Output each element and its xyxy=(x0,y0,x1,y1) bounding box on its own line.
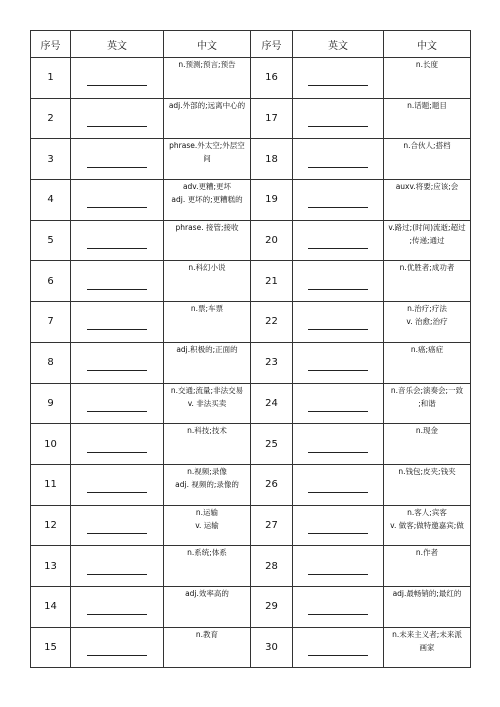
answer-blank-line[interactable] xyxy=(308,602,368,615)
english-answer-cell xyxy=(293,98,384,139)
english-answer-cell xyxy=(71,464,164,505)
item-number: 29 xyxy=(251,586,293,627)
chinese-meaning-line: phrase. 接管;接收 xyxy=(175,222,239,232)
item-number: 6 xyxy=(31,261,71,302)
item-number: 3 xyxy=(31,139,71,180)
chinese-meaning-line: n.科幻小说 xyxy=(188,263,226,273)
chinese-meaning-line: n.未来主义者;未来派 xyxy=(392,629,462,639)
chinese-meaning-line: ;传递;通过 xyxy=(409,235,445,245)
answer-blank-line[interactable] xyxy=(308,358,368,371)
chinese-meaning-line: n.科技;技术 xyxy=(187,426,227,436)
chinese-meaning-line: n.教育 xyxy=(195,629,219,639)
chinese-meaning-line: adj.积极的;正面的 xyxy=(176,344,238,354)
answer-blank-line[interactable] xyxy=(308,480,368,493)
chinese-meaning-cell xyxy=(384,383,471,424)
item-number: 12 xyxy=(31,505,71,546)
english-answer-cell xyxy=(293,546,384,587)
english-answer-cell xyxy=(293,627,384,668)
chinese-meaning-line: n.长度 xyxy=(415,60,439,69)
english-answer-cell xyxy=(293,139,384,180)
english-answer-cell xyxy=(71,180,164,221)
item-number: 19 xyxy=(251,180,293,221)
table-row xyxy=(31,586,471,627)
answer-blank-line[interactable] xyxy=(87,440,147,453)
item-number: 8 xyxy=(31,342,71,383)
chinese-meaning-cell xyxy=(164,302,251,343)
table-row xyxy=(31,627,471,668)
answer-blank-line[interactable] xyxy=(87,602,147,615)
item-number: 28 xyxy=(251,546,293,587)
header-num-left: 序号 xyxy=(31,31,71,58)
chinese-meaning-line: adj.最畅销的;最红的 xyxy=(392,588,462,598)
answer-blank-line[interactable] xyxy=(87,643,147,656)
item-number: 14 xyxy=(31,586,71,627)
answer-blank-line[interactable] xyxy=(87,155,147,168)
answer-blank-line[interactable] xyxy=(308,399,368,412)
item-number: 21 xyxy=(251,261,293,302)
table-row xyxy=(31,546,471,587)
header-row xyxy=(31,31,471,58)
vocab-table xyxy=(30,30,471,668)
chinese-meaning-line: 画家 xyxy=(419,642,435,652)
chinese-meaning-cell xyxy=(384,261,471,302)
answer-blank-line[interactable] xyxy=(87,277,147,290)
answer-blank-line[interactable] xyxy=(87,562,147,575)
english-answer-cell xyxy=(71,58,164,99)
item-number: 22 xyxy=(251,302,293,343)
table-row xyxy=(31,220,471,261)
item-number: 1 xyxy=(31,58,71,99)
english-answer-cell xyxy=(293,58,384,99)
english-answer-cell xyxy=(71,98,164,139)
item-number: 10 xyxy=(31,424,71,465)
chinese-meaning-line: ;和谐 xyxy=(418,398,436,408)
chinese-meaning-line: n.钱包;皮夹;钱夹 xyxy=(398,466,456,476)
table-row xyxy=(31,261,471,302)
answer-blank-line[interactable] xyxy=(308,195,368,208)
chinese-meaning-line: n.音乐会;演奏会;一致 xyxy=(390,385,464,395)
answer-blank-line[interactable] xyxy=(308,277,368,290)
chinese-meaning-cell xyxy=(164,546,251,587)
answer-blank-line[interactable] xyxy=(87,480,147,493)
header-english-right: 英文 xyxy=(293,31,384,58)
english-answer-cell xyxy=(293,586,384,627)
answer-blank-line[interactable] xyxy=(308,73,368,86)
english-answer-cell xyxy=(293,180,384,221)
answer-blank-line[interactable] xyxy=(87,317,147,330)
item-number: 27 xyxy=(251,505,293,546)
answer-blank-line[interactable] xyxy=(308,521,368,534)
answer-blank-line[interactable] xyxy=(87,358,147,371)
answer-blank-line[interactable] xyxy=(308,643,368,656)
item-number: 9 xyxy=(31,383,71,424)
english-answer-cell xyxy=(71,627,164,668)
chinese-meaning-line: n.作者 xyxy=(415,548,439,558)
english-answer-cell xyxy=(71,546,164,587)
english-answer-cell xyxy=(293,505,384,546)
chinese-meaning-cell xyxy=(164,383,251,424)
chinese-meaning-cell xyxy=(164,58,251,99)
table-row xyxy=(31,180,471,221)
header-english-left: 英文 xyxy=(71,31,164,58)
table-row xyxy=(31,98,471,139)
english-answer-cell xyxy=(71,342,164,383)
chinese-meaning-cell xyxy=(384,58,471,99)
item-number: 13 xyxy=(31,546,71,587)
chinese-meaning-cell xyxy=(384,627,471,668)
answer-blank-line[interactable] xyxy=(308,236,368,249)
chinese-meaning-line: n.现金 xyxy=(415,426,439,436)
table-row xyxy=(31,464,471,505)
english-answer-cell xyxy=(71,220,164,261)
table-row xyxy=(31,383,471,424)
answer-blank-line[interactable] xyxy=(87,521,147,534)
item-number: 4 xyxy=(31,180,71,221)
answer-blank-line[interactable] xyxy=(87,236,147,249)
chinese-meaning-cell xyxy=(384,586,471,627)
chinese-meaning-cell xyxy=(384,302,471,343)
chinese-meaning-line: n.预测;预言;预告 xyxy=(178,60,236,69)
item-number: 26 xyxy=(251,464,293,505)
chinese-meaning-cell xyxy=(384,98,471,139)
table-row xyxy=(31,58,471,99)
item-number: 24 xyxy=(251,383,293,424)
english-answer-cell xyxy=(293,424,384,465)
table-row xyxy=(31,139,471,180)
chinese-meaning-cell xyxy=(164,424,251,465)
answer-blank-line[interactable] xyxy=(87,399,147,412)
english-answer-cell xyxy=(293,342,384,383)
item-number: 15 xyxy=(31,627,71,668)
chinese-meaning-cell xyxy=(384,464,471,505)
item-number: 17 xyxy=(251,98,293,139)
item-number: 30 xyxy=(251,627,293,668)
chinese-meaning-cell xyxy=(164,586,251,627)
chinese-meaning-line: 间 xyxy=(203,154,211,164)
english-answer-cell xyxy=(293,261,384,302)
chinese-meaning-line: adj.效率高的 xyxy=(185,588,229,598)
vocab-body xyxy=(31,58,471,668)
chinese-meaning-cell xyxy=(164,98,251,139)
item-number: 11 xyxy=(31,464,71,505)
chinese-meaning-line: adj. 视频的;录像的 xyxy=(175,479,239,489)
chinese-meaning-line: v.路过;(时间)流逝;超过 xyxy=(388,222,466,232)
chinese-meaning-line: n.话题;题目 xyxy=(407,100,447,110)
chinese-meaning-line: n.合伙人;搭档 xyxy=(403,141,451,151)
chinese-meaning-cell xyxy=(164,342,251,383)
answer-blank-line[interactable] xyxy=(308,562,368,575)
chinese-meaning-cell xyxy=(164,180,251,221)
answer-blank-line[interactable] xyxy=(87,73,147,86)
table-row xyxy=(31,342,471,383)
answer-blank-line[interactable] xyxy=(308,440,368,453)
chinese-meaning-cell xyxy=(384,139,471,180)
english-answer-cell xyxy=(71,424,164,465)
english-answer-cell xyxy=(293,302,384,343)
chinese-meaning-cell xyxy=(164,139,251,180)
chinese-meaning-line: v. 运输 xyxy=(195,520,219,530)
chinese-meaning-line: v. 非法买卖 xyxy=(187,398,227,408)
chinese-meaning-line: n.交通;流量;非法交易 xyxy=(170,385,244,395)
chinese-meaning-line: n.视频;录像 xyxy=(187,466,227,476)
chinese-meaning-line: v. 做客;做特邀嘉宾;做 xyxy=(390,520,464,530)
header-num-right: 序号 xyxy=(251,31,293,58)
chinese-meaning-cell xyxy=(164,464,251,505)
item-number: 25 xyxy=(251,424,293,465)
chinese-meaning-cell xyxy=(384,180,471,221)
chinese-meaning-line: n.客人;宾客 xyxy=(407,507,447,517)
answer-blank-line[interactable] xyxy=(308,155,368,168)
chinese-meaning-line: n.系统;体系 xyxy=(187,548,227,558)
chinese-meaning-cell xyxy=(164,220,251,261)
chinese-meaning-line: n.运输 xyxy=(195,507,219,517)
item-number: 2 xyxy=(31,98,71,139)
chinese-meaning-line: n.优胜者;成功者 xyxy=(399,263,455,273)
chinese-meaning-line: n.票;车票 xyxy=(190,304,224,314)
chinese-meaning-line: n.治疗;疗法 xyxy=(407,304,447,314)
chinese-meaning-cell xyxy=(164,627,251,668)
item-number: 5 xyxy=(31,220,71,261)
english-answer-cell xyxy=(71,383,164,424)
item-number: 20 xyxy=(251,220,293,261)
item-number: 23 xyxy=(251,342,293,383)
answer-blank-line[interactable] xyxy=(308,114,368,127)
header-chinese-left: 中文 xyxy=(164,31,251,58)
chinese-meaning-line: v. 治愈;治疗 xyxy=(406,317,448,327)
chinese-meaning-cell xyxy=(164,505,251,546)
english-answer-cell xyxy=(293,464,384,505)
english-answer-cell xyxy=(71,586,164,627)
english-answer-cell xyxy=(71,302,164,343)
table-row xyxy=(31,505,471,546)
english-answer-cell xyxy=(71,139,164,180)
english-answer-cell xyxy=(293,220,384,261)
item-number: 18 xyxy=(251,139,293,180)
chinese-meaning-cell xyxy=(384,342,471,383)
english-answer-cell xyxy=(71,261,164,302)
chinese-meaning-cell xyxy=(384,546,471,587)
chinese-meaning-cell xyxy=(384,505,471,546)
chinese-meaning-line: phrase.外太空;外层空 xyxy=(169,141,245,151)
answer-blank-line[interactable] xyxy=(87,114,147,127)
chinese-meaning-cell xyxy=(384,220,471,261)
english-answer-cell xyxy=(293,383,384,424)
header-chinese-right: 中文 xyxy=(384,31,471,58)
table-row xyxy=(31,424,471,465)
item-number: 16 xyxy=(251,58,293,99)
item-number: 7 xyxy=(31,302,71,343)
answer-blank-line[interactable] xyxy=(87,195,147,208)
chinese-meaning-cell xyxy=(384,424,471,465)
table-row xyxy=(31,302,471,343)
chinese-meaning-line: n.癌;癌症 xyxy=(410,344,444,354)
chinese-meaning-line: adj. 更坏的;更糟糕的 xyxy=(171,195,243,205)
chinese-meaning-line: adj.外部的;远离中心的 xyxy=(168,100,246,110)
chinese-meaning-line: adv.更糟;更坏 xyxy=(182,182,232,192)
answer-blank-line[interactable] xyxy=(308,317,368,330)
chinese-meaning-line: auxv.将要;应该;会 xyxy=(395,182,459,192)
english-answer-cell xyxy=(71,505,164,546)
chinese-meaning-cell xyxy=(164,261,251,302)
